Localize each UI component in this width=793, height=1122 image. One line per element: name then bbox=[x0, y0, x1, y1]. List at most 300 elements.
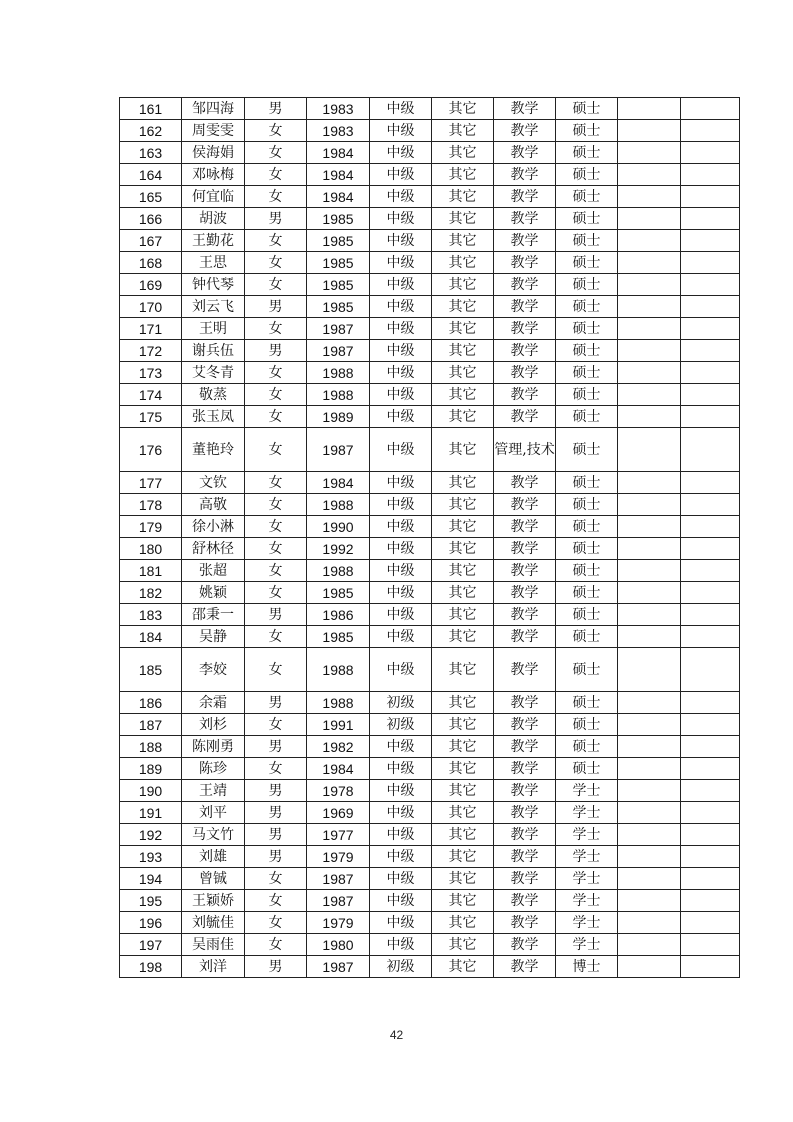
category-cell: 其它 bbox=[432, 714, 494, 736]
category-cell: 其它 bbox=[432, 318, 494, 340]
birth-year-cell: 1988 bbox=[307, 692, 370, 714]
birth-year-cell: 1988 bbox=[307, 362, 370, 384]
blank-cell bbox=[618, 472, 681, 494]
position-cell: 教学 bbox=[494, 230, 556, 252]
birth-year-cell: 1987 bbox=[307, 340, 370, 362]
blank-cell bbox=[681, 362, 740, 384]
birth-year-cell: 1969 bbox=[307, 802, 370, 824]
row-number-cell: 167 bbox=[120, 230, 182, 252]
degree-cell: 学士 bbox=[556, 868, 618, 890]
position-cell: 教学 bbox=[494, 362, 556, 384]
category-cell: 其它 bbox=[432, 582, 494, 604]
row-number-cell: 174 bbox=[120, 384, 182, 406]
blank-cell bbox=[681, 494, 740, 516]
blank-cell bbox=[618, 934, 681, 956]
blank-cell bbox=[618, 714, 681, 736]
name-cell: 高敬 bbox=[182, 494, 245, 516]
gender-cell: 女 bbox=[245, 890, 307, 912]
blank-cell bbox=[681, 164, 740, 186]
gender-cell: 女 bbox=[245, 582, 307, 604]
row-number-cell: 177 bbox=[120, 472, 182, 494]
category-cell: 其它 bbox=[432, 934, 494, 956]
category-cell: 其它 bbox=[432, 142, 494, 164]
blank-cell bbox=[681, 890, 740, 912]
category-cell: 其它 bbox=[432, 692, 494, 714]
degree-cell: 硕士 bbox=[556, 494, 618, 516]
title-level-cell: 中级 bbox=[370, 230, 432, 252]
birth-year-cell: 1989 bbox=[307, 406, 370, 428]
blank-cell bbox=[681, 956, 740, 978]
title-level-cell: 中级 bbox=[370, 890, 432, 912]
category-cell: 其它 bbox=[432, 296, 494, 318]
blank-cell bbox=[681, 406, 740, 428]
blank-cell bbox=[681, 560, 740, 582]
name-cell: 姚颖 bbox=[182, 582, 245, 604]
blank-cell bbox=[681, 582, 740, 604]
position-cell: 教学 bbox=[494, 824, 556, 846]
birth-year-cell: 1982 bbox=[307, 736, 370, 758]
title-level-cell: 中级 bbox=[370, 934, 432, 956]
row-number-cell: 183 bbox=[120, 604, 182, 626]
degree-cell: 硕士 bbox=[556, 98, 618, 120]
degree-cell: 博士 bbox=[556, 956, 618, 978]
degree-cell: 硕士 bbox=[556, 758, 618, 780]
degree-cell: 硕士 bbox=[556, 164, 618, 186]
title-level-cell: 中级 bbox=[370, 318, 432, 340]
row-number-cell: 172 bbox=[120, 340, 182, 362]
table-row bbox=[120, 868, 740, 890]
birth-year-cell: 1986 bbox=[307, 604, 370, 626]
table-row bbox=[120, 164, 740, 186]
birth-year-cell: 1988 bbox=[307, 560, 370, 582]
table-row bbox=[120, 692, 740, 714]
degree-cell: 硕士 bbox=[556, 340, 618, 362]
birth-year-cell: 1985 bbox=[307, 274, 370, 296]
blank-cell bbox=[618, 736, 681, 758]
gender-cell: 女 bbox=[245, 164, 307, 186]
birth-year-cell: 1987 bbox=[307, 868, 370, 890]
category-cell: 其它 bbox=[432, 494, 494, 516]
degree-cell: 硕士 bbox=[556, 736, 618, 758]
category-cell: 其它 bbox=[432, 890, 494, 912]
position-cell: 教学 bbox=[494, 582, 556, 604]
blank-cell bbox=[618, 164, 681, 186]
category-cell: 其它 bbox=[432, 802, 494, 824]
name-cell: 刘毓佳 bbox=[182, 912, 245, 934]
title-level-cell: 中级 bbox=[370, 274, 432, 296]
blank-cell bbox=[618, 208, 681, 230]
gender-cell: 女 bbox=[245, 912, 307, 934]
degree-cell: 硕士 bbox=[556, 252, 618, 274]
staff-table bbox=[119, 97, 740, 978]
page-number: 42 bbox=[389, 1028, 404, 1042]
table-row bbox=[120, 560, 740, 582]
title-level-cell: 中级 bbox=[370, 186, 432, 208]
blank-cell bbox=[618, 120, 681, 142]
birth-year-cell: 1985 bbox=[307, 582, 370, 604]
table-row bbox=[120, 296, 740, 318]
category-cell: 其它 bbox=[432, 626, 494, 648]
birth-year-cell: 1987 bbox=[307, 428, 370, 472]
position-cell: 教学 bbox=[494, 164, 556, 186]
birth-year-cell: 1978 bbox=[307, 780, 370, 802]
row-number-cell: 168 bbox=[120, 252, 182, 274]
table-row bbox=[120, 142, 740, 164]
row-number-cell: 195 bbox=[120, 890, 182, 912]
blank-cell bbox=[618, 802, 681, 824]
position-cell: 教学 bbox=[494, 208, 556, 230]
name-cell: 刘平 bbox=[182, 802, 245, 824]
blank-cell bbox=[618, 626, 681, 648]
degree-cell: 硕士 bbox=[556, 714, 618, 736]
blank-cell bbox=[681, 538, 740, 560]
table-row bbox=[120, 516, 740, 538]
title-level-cell: 中级 bbox=[370, 846, 432, 868]
name-cell: 艾冬青 bbox=[182, 362, 245, 384]
blank-cell bbox=[681, 604, 740, 626]
blank-cell bbox=[618, 142, 681, 164]
name-cell: 吴雨佳 bbox=[182, 934, 245, 956]
title-level-cell: 中级 bbox=[370, 780, 432, 802]
table-row bbox=[120, 186, 740, 208]
table-row bbox=[120, 274, 740, 296]
blank-cell bbox=[618, 538, 681, 560]
gender-cell: 女 bbox=[245, 406, 307, 428]
blank-cell bbox=[681, 934, 740, 956]
gender-cell: 女 bbox=[245, 560, 307, 582]
position-cell: 教学 bbox=[494, 956, 556, 978]
name-cell: 王靖 bbox=[182, 780, 245, 802]
blank-cell bbox=[681, 912, 740, 934]
name-cell: 文钦 bbox=[182, 472, 245, 494]
birth-year-cell: 1987 bbox=[307, 890, 370, 912]
row-number-cell: 185 bbox=[120, 648, 182, 692]
position-cell: 教学 bbox=[494, 780, 556, 802]
title-level-cell: 中级 bbox=[370, 120, 432, 142]
position-cell: 教学 bbox=[494, 890, 556, 912]
birth-year-cell: 1984 bbox=[307, 186, 370, 208]
degree-cell: 硕士 bbox=[556, 472, 618, 494]
title-level-cell: 中级 bbox=[370, 560, 432, 582]
title-level-cell: 初级 bbox=[370, 956, 432, 978]
blank-cell bbox=[681, 516, 740, 538]
degree-cell: 硕士 bbox=[556, 538, 618, 560]
blank-cell bbox=[681, 714, 740, 736]
title-level-cell: 中级 bbox=[370, 472, 432, 494]
position-cell: 教学 bbox=[494, 604, 556, 626]
position-cell: 教学 bbox=[494, 802, 556, 824]
position-cell: 教学 bbox=[494, 494, 556, 516]
row-number-cell: 169 bbox=[120, 274, 182, 296]
title-level-cell: 中级 bbox=[370, 736, 432, 758]
degree-cell: 学士 bbox=[556, 802, 618, 824]
birth-year-cell: 1987 bbox=[307, 318, 370, 340]
blank-cell bbox=[681, 692, 740, 714]
degree-cell: 硕士 bbox=[556, 362, 618, 384]
blank-cell bbox=[618, 186, 681, 208]
degree-cell: 硕士 bbox=[556, 230, 618, 252]
blank-cell bbox=[681, 142, 740, 164]
name-cell: 刘雄 bbox=[182, 846, 245, 868]
category-cell: 其它 bbox=[432, 164, 494, 186]
degree-cell: 硕士 bbox=[556, 428, 618, 472]
birth-year-cell: 1984 bbox=[307, 142, 370, 164]
position-cell: 教学 bbox=[494, 648, 556, 692]
birth-year-cell: 1991 bbox=[307, 714, 370, 736]
blank-cell bbox=[618, 98, 681, 120]
birth-year-cell: 1988 bbox=[307, 384, 370, 406]
position-cell: 教学 bbox=[494, 538, 556, 560]
name-cell: 吴静 bbox=[182, 626, 245, 648]
position-cell: 教学 bbox=[494, 472, 556, 494]
name-cell: 侯海娟 bbox=[182, 142, 245, 164]
title-level-cell: 中级 bbox=[370, 406, 432, 428]
row-number-cell: 186 bbox=[120, 692, 182, 714]
position-cell: 教学 bbox=[494, 626, 556, 648]
row-number-cell: 194 bbox=[120, 868, 182, 890]
row-number-cell: 166 bbox=[120, 208, 182, 230]
table-row bbox=[120, 318, 740, 340]
blank-cell bbox=[681, 868, 740, 890]
row-number-cell: 192 bbox=[120, 824, 182, 846]
name-cell: 王明 bbox=[182, 318, 245, 340]
row-number-cell: 170 bbox=[120, 296, 182, 318]
row-number-cell: 173 bbox=[120, 362, 182, 384]
degree-cell: 硕士 bbox=[556, 274, 618, 296]
row-number-cell: 193 bbox=[120, 846, 182, 868]
name-cell: 刘杉 bbox=[182, 714, 245, 736]
row-number-cell: 197 bbox=[120, 934, 182, 956]
table-row bbox=[120, 98, 740, 120]
title-level-cell: 中级 bbox=[370, 516, 432, 538]
title-level-cell: 中级 bbox=[370, 296, 432, 318]
blank-cell bbox=[618, 868, 681, 890]
title-level-cell: 中级 bbox=[370, 538, 432, 560]
degree-cell: 学士 bbox=[556, 824, 618, 846]
blank-cell bbox=[681, 758, 740, 780]
title-level-cell: 中级 bbox=[370, 802, 432, 824]
birth-year-cell: 1979 bbox=[307, 846, 370, 868]
blank-cell bbox=[618, 252, 681, 274]
name-cell: 曾铖 bbox=[182, 868, 245, 890]
birth-year-cell: 1980 bbox=[307, 934, 370, 956]
name-cell: 谢兵伍 bbox=[182, 340, 245, 362]
table-row bbox=[120, 780, 740, 802]
birth-year-cell: 1988 bbox=[307, 494, 370, 516]
category-cell: 其它 bbox=[432, 846, 494, 868]
row-number-cell: 162 bbox=[120, 120, 182, 142]
degree-cell: 学士 bbox=[556, 780, 618, 802]
row-number-cell: 176 bbox=[120, 428, 182, 472]
blank-cell bbox=[681, 780, 740, 802]
name-cell: 马文竹 bbox=[182, 824, 245, 846]
category-cell: 其它 bbox=[432, 428, 494, 472]
gender-cell: 女 bbox=[245, 230, 307, 252]
position-cell: 教学 bbox=[494, 516, 556, 538]
table-row bbox=[120, 736, 740, 758]
birth-year-cell: 1988 bbox=[307, 648, 370, 692]
row-number-cell: 180 bbox=[120, 538, 182, 560]
birth-year-cell: 1985 bbox=[307, 626, 370, 648]
row-number-cell: 196 bbox=[120, 912, 182, 934]
table-row bbox=[120, 912, 740, 934]
title-level-cell: 中级 bbox=[370, 626, 432, 648]
blank-cell bbox=[618, 692, 681, 714]
name-cell: 王颖娇 bbox=[182, 890, 245, 912]
degree-cell: 硕士 bbox=[556, 142, 618, 164]
degree-cell: 硕士 bbox=[556, 582, 618, 604]
name-cell: 陈刚勇 bbox=[182, 736, 245, 758]
title-level-cell: 中级 bbox=[370, 98, 432, 120]
title-level-cell: 中级 bbox=[370, 164, 432, 186]
blank-cell bbox=[618, 824, 681, 846]
degree-cell: 学士 bbox=[556, 912, 618, 934]
name-cell: 余霜 bbox=[182, 692, 245, 714]
gender-cell: 女 bbox=[245, 318, 307, 340]
gender-cell: 男 bbox=[245, 604, 307, 626]
gender-cell: 女 bbox=[245, 274, 307, 296]
title-level-cell: 中级 bbox=[370, 494, 432, 516]
table-row bbox=[120, 208, 740, 230]
degree-cell: 硕士 bbox=[556, 120, 618, 142]
blank-cell bbox=[681, 340, 740, 362]
degree-cell: 硕士 bbox=[556, 384, 618, 406]
gender-cell: 男 bbox=[245, 802, 307, 824]
title-level-cell: 中级 bbox=[370, 340, 432, 362]
blank-cell bbox=[618, 494, 681, 516]
row-number-cell: 184 bbox=[120, 626, 182, 648]
gender-cell: 女 bbox=[245, 934, 307, 956]
gender-cell: 男 bbox=[245, 98, 307, 120]
degree-cell: 学士 bbox=[556, 934, 618, 956]
category-cell: 其它 bbox=[432, 868, 494, 890]
birth-year-cell: 1985 bbox=[307, 230, 370, 252]
gender-cell: 女 bbox=[245, 142, 307, 164]
name-cell: 张玉凤 bbox=[182, 406, 245, 428]
degree-cell: 硕士 bbox=[556, 296, 618, 318]
position-cell: 教学 bbox=[494, 846, 556, 868]
category-cell: 其它 bbox=[432, 824, 494, 846]
blank-cell bbox=[618, 582, 681, 604]
row-number-cell: 179 bbox=[120, 516, 182, 538]
table-row bbox=[120, 406, 740, 428]
blank-cell bbox=[618, 318, 681, 340]
title-level-cell: 中级 bbox=[370, 912, 432, 934]
gender-cell: 女 bbox=[245, 252, 307, 274]
position-cell: 教学 bbox=[494, 868, 556, 890]
category-cell: 其它 bbox=[432, 98, 494, 120]
blank-cell bbox=[681, 296, 740, 318]
title-level-cell: 中级 bbox=[370, 252, 432, 274]
blank-cell bbox=[681, 472, 740, 494]
position-cell: 教学 bbox=[494, 98, 556, 120]
category-cell: 其它 bbox=[432, 208, 494, 230]
name-cell: 刘洋 bbox=[182, 956, 245, 978]
gender-cell: 女 bbox=[245, 538, 307, 560]
position-cell: 教学 bbox=[494, 296, 556, 318]
birth-year-cell: 1977 bbox=[307, 824, 370, 846]
blank-cell bbox=[618, 340, 681, 362]
title-level-cell: 中级 bbox=[370, 582, 432, 604]
name-cell: 王勤花 bbox=[182, 230, 245, 252]
position-cell: 教学 bbox=[494, 384, 556, 406]
position-cell: 教学 bbox=[494, 318, 556, 340]
birth-year-cell: 1985 bbox=[307, 208, 370, 230]
name-cell: 舒林径 bbox=[182, 538, 245, 560]
degree-cell: 学士 bbox=[556, 846, 618, 868]
blank-cell bbox=[681, 120, 740, 142]
table-row bbox=[120, 340, 740, 362]
gender-cell: 女 bbox=[245, 516, 307, 538]
position-cell: 教学 bbox=[494, 736, 556, 758]
blank-cell bbox=[618, 780, 681, 802]
table-row bbox=[120, 230, 740, 252]
name-cell: 邓咏梅 bbox=[182, 164, 245, 186]
category-cell: 其它 bbox=[432, 340, 494, 362]
blank-cell bbox=[618, 912, 681, 934]
table-row bbox=[120, 472, 740, 494]
position-cell: 教学 bbox=[494, 560, 556, 582]
category-cell: 其它 bbox=[432, 230, 494, 252]
blank-cell bbox=[618, 230, 681, 252]
row-number-cell: 171 bbox=[120, 318, 182, 340]
blank-cell bbox=[618, 274, 681, 296]
row-number-cell: 198 bbox=[120, 956, 182, 978]
degree-cell: 硕士 bbox=[556, 406, 618, 428]
blank-cell bbox=[681, 802, 740, 824]
gender-cell: 男 bbox=[245, 824, 307, 846]
blank-cell bbox=[618, 296, 681, 318]
name-cell: 敬蒸 bbox=[182, 384, 245, 406]
blank-cell bbox=[618, 604, 681, 626]
name-cell: 邵秉一 bbox=[182, 604, 245, 626]
row-number-cell: 178 bbox=[120, 494, 182, 516]
blank-cell bbox=[681, 208, 740, 230]
gender-cell: 男 bbox=[245, 956, 307, 978]
table-row bbox=[120, 956, 740, 978]
row-number-cell: 164 bbox=[120, 164, 182, 186]
gender-cell: 男 bbox=[245, 736, 307, 758]
position-cell: 教学 bbox=[494, 758, 556, 780]
position-cell: 教学 bbox=[494, 120, 556, 142]
gender-cell: 男 bbox=[245, 208, 307, 230]
table-row bbox=[120, 626, 740, 648]
category-cell: 其它 bbox=[432, 516, 494, 538]
category-cell: 其它 bbox=[432, 362, 494, 384]
birth-year-cell: 1984 bbox=[307, 758, 370, 780]
row-number-cell: 165 bbox=[120, 186, 182, 208]
blank-cell bbox=[618, 890, 681, 912]
name-cell: 李姣 bbox=[182, 648, 245, 692]
blank-cell bbox=[681, 648, 740, 692]
birth-year-cell: 1985 bbox=[307, 296, 370, 318]
degree-cell: 硕士 bbox=[556, 604, 618, 626]
category-cell: 其它 bbox=[432, 758, 494, 780]
degree-cell: 硕士 bbox=[556, 516, 618, 538]
title-level-cell: 初级 bbox=[370, 692, 432, 714]
category-cell: 其它 bbox=[432, 648, 494, 692]
degree-cell: 硕士 bbox=[556, 560, 618, 582]
category-cell: 其它 bbox=[432, 780, 494, 802]
birth-year-cell: 1987 bbox=[307, 956, 370, 978]
blank-cell bbox=[681, 626, 740, 648]
table-row bbox=[120, 648, 740, 692]
degree-cell: 硕士 bbox=[556, 208, 618, 230]
blank-cell bbox=[681, 230, 740, 252]
category-cell: 其它 bbox=[432, 604, 494, 626]
title-level-cell: 中级 bbox=[370, 428, 432, 472]
gender-cell: 女 bbox=[245, 868, 307, 890]
